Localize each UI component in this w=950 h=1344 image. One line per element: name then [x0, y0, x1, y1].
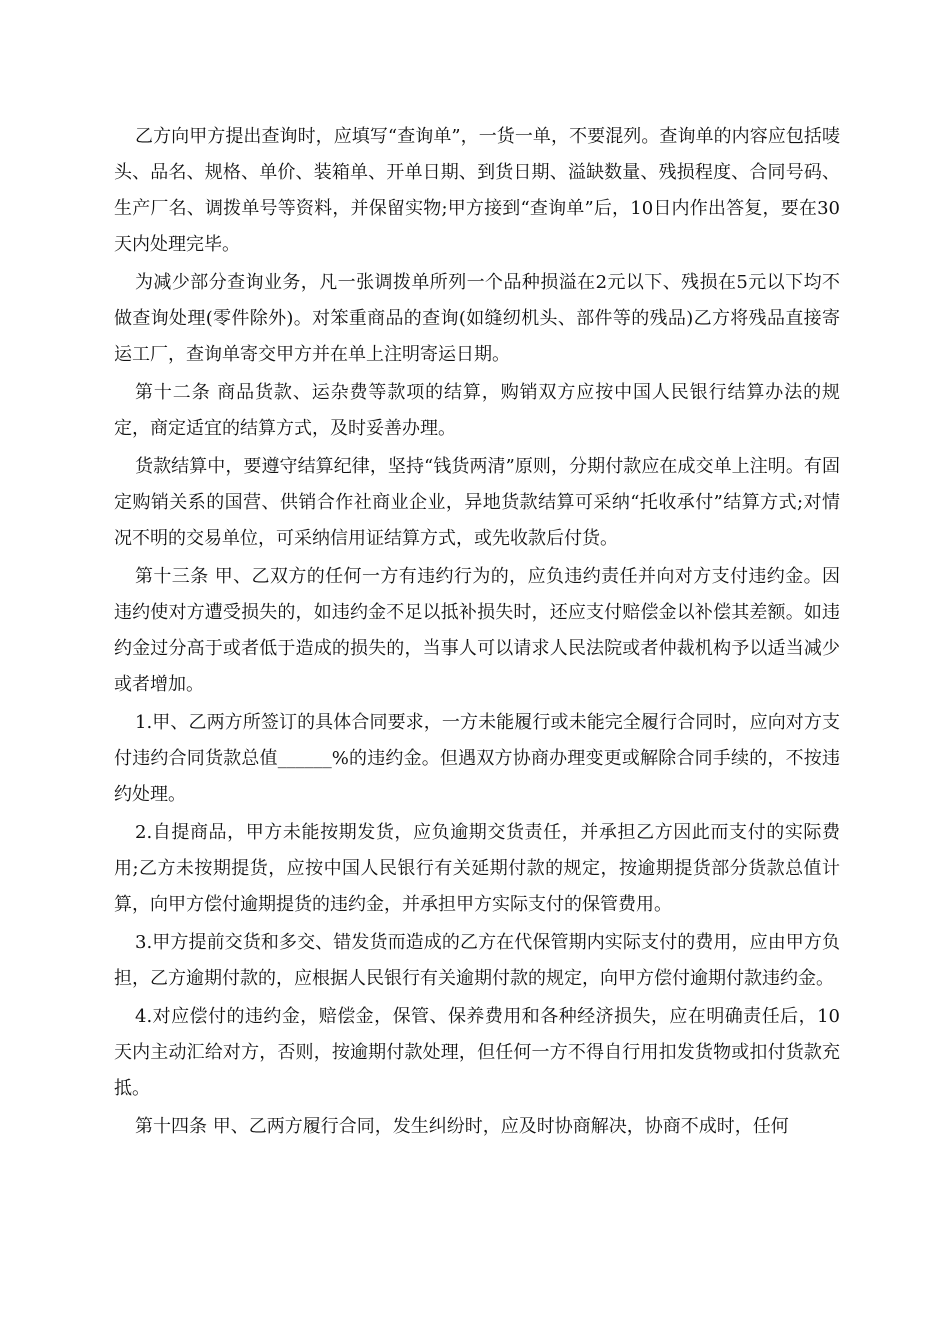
paragraph-payment-settlement: 货款结算中，要遵守结算纪律，坚持“钱货两清”原则，分期付款应在成交单上注明。有固定购销关系的国营、供销合作社商业企业，异地货款结算可采纳“托收承付”结算方式;对情况不明的交易单位，可采纳信用证结算方式，或先收款后付货。: [114, 456, 840, 549]
paragraph-article-12: 第十二条 商品货款、运杂费等款项的结算，购销双方应按中国人民银行结算办法的规定，商定适宜的结算方式，及时妥善办理。: [114, 382, 840, 439]
paragraph-inquiry-threshold: 为减少部分查询业务，凡一张调拨单所列一个品种损溢在2元以下、残损在5元以下均不做查询处理(零件除外)。对笨重商品的查询(如缝纫机头、部件等的残品)乙方将残品直接寄运工厂，查询单寄交甲方并在单上注明寄运日期。: [114, 272, 840, 365]
paragraph-item-2: 2.自提商品，甲方未能按期发货，应负逾期交货责任，并承担乙方因此而支付的实际费用;乙方未按期提货，应按中国人民银行有关延期付款的规定，按逾期提货部分货款总值计算，向甲方偿付逾期提货的违约金，并承担甲方实际支付的保管费用。: [114, 822, 840, 915]
paragraph-item-1: 1.甲、乙两方所签订的具体合同要求，一方未能履行或未能完全履行合同时，应向对方支付违约合同货款总值______%的违约金。但遇双方协商办理变更或解除合同手续的，不按违约处理。: [114, 712, 840, 805]
paragraph-item-4: 4.对应偿付的违约金，赔偿金，保管、保养费用和各种经济损失，应在明确责任后，10天内主动汇给对方，否则，按逾期付款处理，但任何一方不得自行用扣发货物或扣付货款充抵。: [114, 1006, 840, 1099]
paragraph-item-3: 3.甲方提前交货和多交、错发货而造成的乙方在代保管期内实际支付的费用，应由甲方负担，乙方逾期付款的，应根据人民银行有关逾期付款的规定，向甲方偿付逾期付款违约金。: [114, 932, 840, 989]
document-page: [114, 119, 840, 1147]
paragraph-inquiry-form: 乙方向甲方提出查询时，应填写“查询单”，一货一单，不要混列。查询单的内容应包括唛头、品名、规格、单价、装箱单、开单日期、到货日期、溢缺数量、残损程度、合同号码、生产厂名、调拨单号等资料，并保留实物;甲方接到“查询单”后，10日内作出答复，要在30天内处理完毕。: [114, 126, 840, 255]
paragraph-article-14: 第十四条 甲、乙两方履行合同，发生纠纷时，应及时协商解决，协商不成时，任何: [135, 1116, 789, 1137]
paragraph-article-13: 第十三条 甲、乙双方的任何一方有违约行为的，应负违约责任并向对方支付违约金。因违约使对方遭受损失的，如违约金不足以抵补损失时，还应支付赔偿金以补偿其差额。如违约金过分高于或者低于造成的损失的，当事人可以请求人民法院或者仲裁机构予以适当减少或者增加。: [114, 566, 840, 695]
